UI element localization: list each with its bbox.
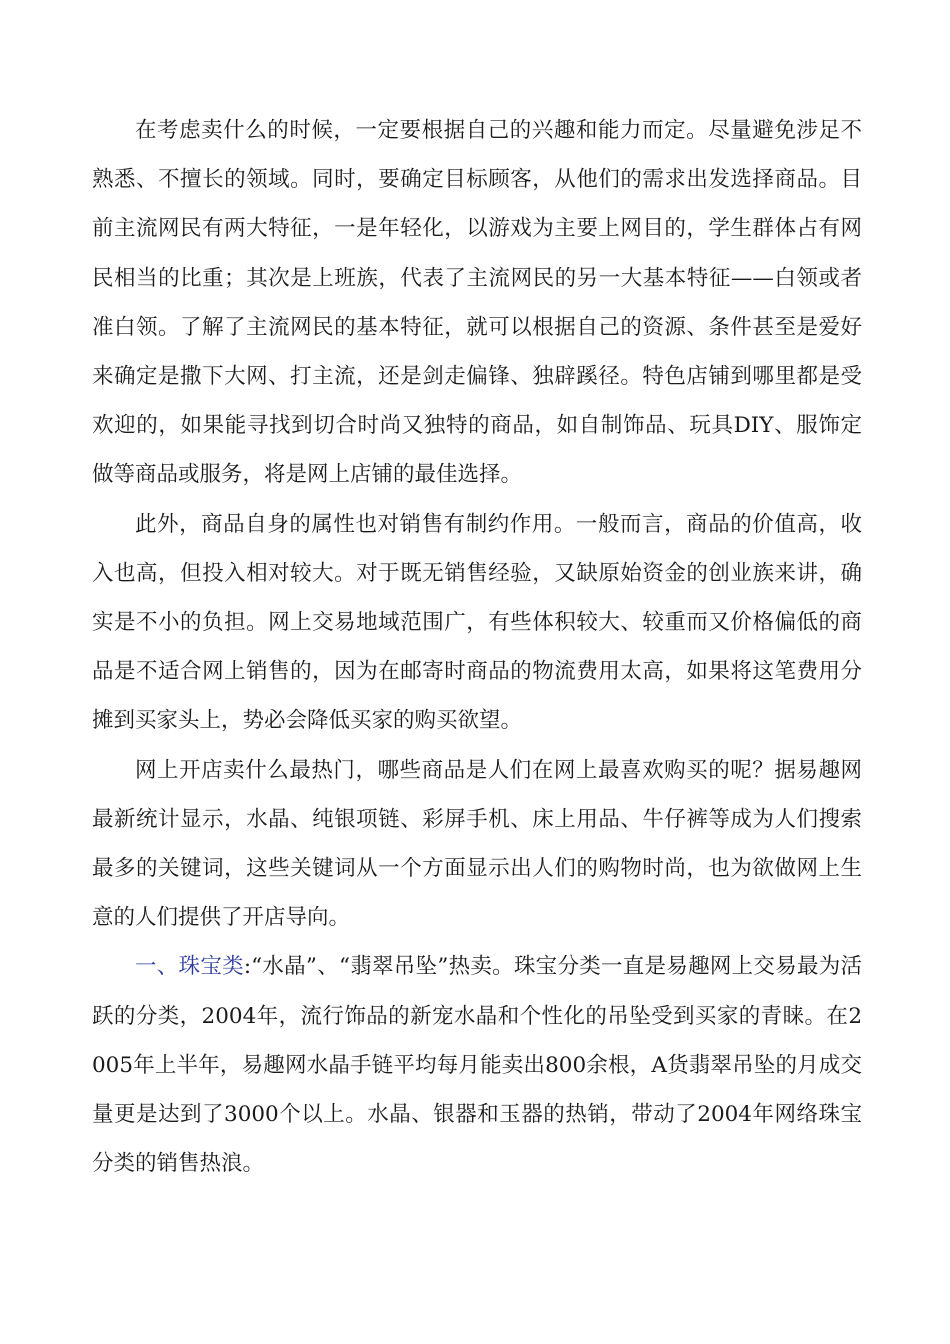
section-heading-jewelry: 一、珠宝类 — [135, 954, 244, 980]
paragraph-product-attributes: 此外，商品自身的属性也对销售有制约作用。一般而言，商品的价值高，收入也高，但投入相对较大。对于既无销售经验，又缺原始资金的创业族来讲，确实是不小的负担。网上交易地域范围广，有些体积较大、较重而又价格偏低的商品是不适合网上销售的，因为在邮寄时商品的物流费用太高，如果将这笔费用分摊到买家头上，势必会降低买家的购买欲望。 — [92, 511, 862, 734]
paragraph-choosing-products: 在考虑卖什么的时候，一定要根据自己的兴趣和能力而定。尽量避免涉足不熟悉、不擅长的领域。同时，要确定目标顾客，从他们的需求出发选择商品。目前主流网民有两大特征，一是年轻化，以游戏为主要上网目的，学生群体占有网民相当的比重；其次是上班族，代表了主流网民的另一大基本特征——白领或者准白领。了解了主流网民的基本特征，就可以根据自己的资源、条件甚至是爱好来确定是撒下大网、打主流，还是剑走偏锋、独辟蹊径。特色店铺到哪里都是受欢迎的，如果能寻找到切合时尚又独特的商品，如自制饰品、玩具DIY、服饰定做等商品或服务，将是网上店铺的最佳选择。 — [92, 118, 862, 488]
section-body-jewelry: :“水晶”、“翡翠吊坠”热卖。珠宝分类一直是易趣网上交易最为活跃的分类，2004年，流行饰品的新宠水晶和个性化的吊坠受到买家的青睐。在2005年上半年，易趣网水晶手链平均每月能卖出800余根，A货翡翠吊坠的月成交量更是达到了3000个以上。水晶、银器和玉器的热销，带动了2004年网络珠宝分类的销售热浪。 — [92, 954, 862, 1177]
document-body — [92, 106, 862, 1188]
paragraph-popular-searches: 网上开店卖什么最热门，哪些商品是人们在网上最喜欢购买的呢？据易趣网最新统计显示，水晶、纯银项链、彩屏手机、床上用品、牛仔裤等成为人们搜索最多的关键词，这些关键词从一个方面显示出人们的购物时尚，也为欲做网上生意的人们提供了开店导向。 — [92, 757, 862, 931]
paragraph-jewelry-section — [92, 942, 862, 1188]
